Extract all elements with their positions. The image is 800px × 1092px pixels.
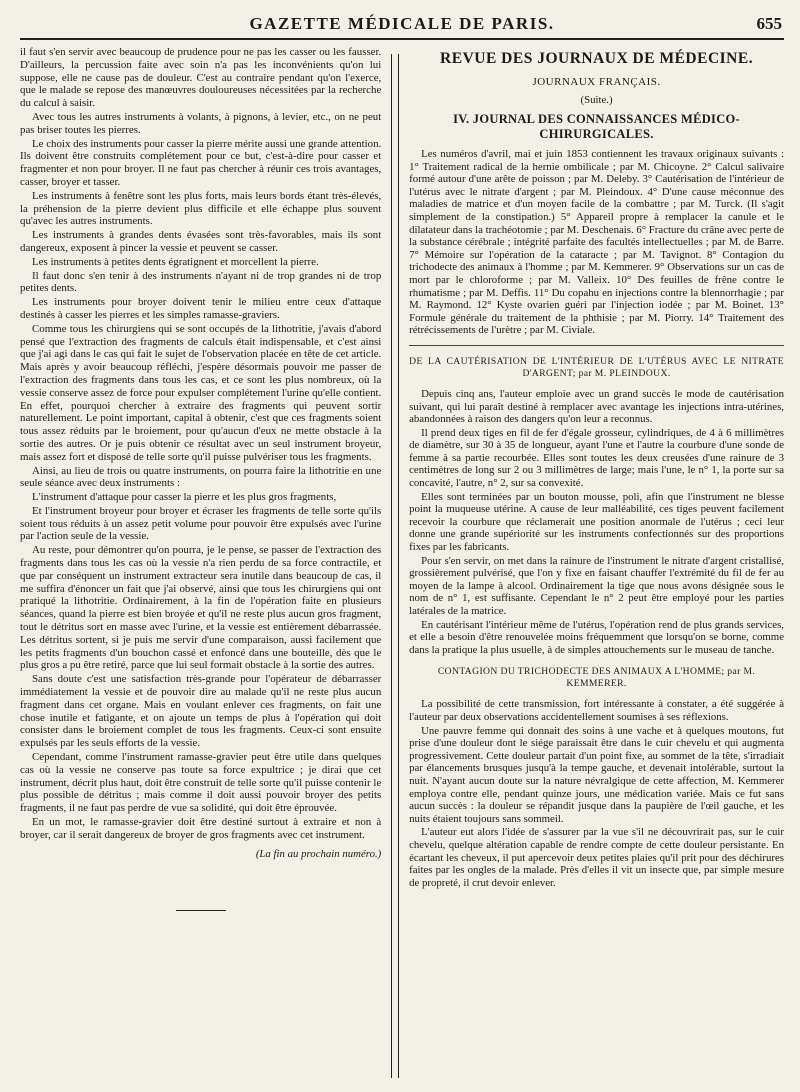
article1-heading: DE LA CAUTÉRISATION DE L'INTÉRIEUR DE L'UTÉRUS AVEC LE NITRATE D'ARGENT; par M. PLEINDOUX. — [409, 355, 784, 379]
suite-label: (Suite.) — [580, 94, 613, 106]
left-paragraph-12: Et l'instrument broyeur pour broyer et écraser les fragments de telle sorte qu'ils soient tous réduits à un assez petit volume pour pouvoir être expulsés avec l'urine par l'action seule de la vessie. — [20, 504, 382, 543]
left-paragraph-7: Il faut donc s'en tenir à des instruments n'ayant ni de trop grandes ni de trop petites dents. — [20, 269, 382, 295]
article2-paragraph-3: L'auteur eut alors l'idée de s'assurer par la vue s'il ne découvrirait pas, sur le cuir chevelu, quelque altération capable de rendre compte de cette douleur persistante. En écartant les cheveux, il put apercevoir deux petites plaies qu'il prit pour des déchirures faites par les ongles de la malade. Près d'elles il vit un insecte que, par simple mesure de propreté, il crut devoir enlever. — [409, 826, 784, 889]
article1-paragraph-3: Elles sont terminées par un bouton mousse, poli, afin que l'instrument ne blesse point la muqueuse utérine. A cause de leur malléabilité, ces tiges peuvent facilement recevoir la courbure que réclamerait une position anormale de l'utérus ; ceci leur donne une grande supériorité sur les instruments confectionnés sur des proportions fixes par les fabricants. — [409, 490, 784, 554]
end-rule — [176, 910, 226, 911]
article2-paragraph-2: Une pauvre femme qui donnait des soins à une vache et à quelques moutons, fut prise d'une douleur dont le siége paraissait être dans le cuir chevelu et qui augmenta progressivement. Cette douleur partait d'un point fixe, au sommet de la tête, s'irradiait par élancements brusques jusqu'à la tempe gauche, et devenait intolérable, surtout la nuit. N'ayant aucun doute sur la nature névralgique de cette affection, M. Kemmerer employa contre elle, pendant quinze jours, une médication variée. Mais ce fut sans aucun succès : la douleur se répandit jusque dans la paupière de l'œil gauche, et les nuits étaient toujours sans sommeil. — [409, 724, 784, 825]
review-title: REVUE DES JOURNAUX DE MÉDECINE. — [440, 50, 754, 67]
left-paragraph-4: Les instruments à fenêtre sont les plus forts, mais leurs bords étant très-élevés, la préhension de la pierre devient plus difficile et elle échappe plus souvent qu'avec les autres instruments. — [20, 189, 382, 228]
left-paragraph-10: Ainsi, au lieu de trois ou quatre instruments, on pourra faire la lithotritie en une seule séance avec deux instruments : — [20, 464, 382, 490]
article1-paragraph-1: Depuis cinq ans, l'auteur emploie avec un grand succès le mode de cautérisation suivant, qui lui paraît destiné à remplacer avec avantage les injections intra-utérines, abandonnées à raison des dangers qu'on leur a reconnus. — [409, 387, 784, 426]
left-paragraph-16: En un mot, le ramasse-gravier doit être destiné surtout à extraire et non à broyer, car il serait dangereux de broyer de gros fragments avec cet instrument. — [20, 816, 382, 841]
article1-paragraph-2: Il prend deux tiges en fil de fer d'égale grosseur, cylindriques, de 4 à 6 millimètres de diamètre, sur 30 à 35 de longueur, ayant l'une et l'autre la courbure d'une sonde de femme à sa partie recourbée. Elles sont toutes les deux creusées d'une rainure de 3 centimètres de long sur 2 ou 3 millimètres de large; mais l'une, le n° 1, la porte sur sa concavité, l'autre, n° 2, sur sa convexité. — [409, 426, 784, 490]
left-paragraph-1: il faut s'en servir avec beaucoup de prudence pour ne pas les casser ou les fausser. D'ailleurs, la percussion faite avec soin n'a pas les inconvénients qu'on lui suppose, elle ne cause pas de douleur. C'est au contraire pendant qu'on l'exerce, que le malade se repose des manœuvres douloureuses nécessitées par la recherche du calcul à saisir. — [20, 46, 382, 110]
columns — [20, 46, 784, 1086]
left-paragraph-2: Avec tous les autres instruments à volants, à pignons, à levier, etc., on ne peut pas briser toutes les pierres. — [20, 110, 382, 136]
section-title: IV. JOURNAL DES CONNAISSANCES MÉDICO-CHIRURGICALES. — [453, 112, 741, 141]
left-paragraph-14: Sans doute c'est une satisfaction très-grande pour l'opérateur de débarrasser immédiatement la vessie et de pouvoir dire au malade qu'il ne reste plus aucun fragment dans cet organe. Mais en voulant enlever ces fragments, on fait une chose inutile et fatigante, et on ajoute un temps de plus à l'opération qui doit consister dans le broiement complet de tous les fragments. Ceux-ci sont ensuite expulsés par les seuls efforts de la vessie. — [20, 673, 382, 750]
left-paragraph-3: Le choix des instruments pour casser la pierre mérite aussi une grande attention. Ils doivent être construits complétement pour ce but, c'est-à-dire pour casser et fragmenter et non pour broyer. Il ne faut pas chercher à réunir ces trois avantages, casser, broyer et tasser. — [20, 137, 382, 188]
journal-title: GAZETTE MÉDICALE DE PARIS. — [249, 14, 555, 33]
left-column — [20, 46, 391, 1086]
page-header — [20, 12, 784, 40]
left-paragraph-13: Au reste, pour démontrer qu'on pourra, je le pense, se passer de l'extraction des fragments dans tous les cas où la vessie n'a rien perdu de sa force contractile, et que par conséquent un instrument extracteur sera inutile dans beaucoup de cas, il me suffira d'énoncer un fait que j'ai observé, ainsi que tous les chirurgiens qui ont pratiqué la lithotritie. Ordinairement, à la fin de l'opération faite en plusieurs séances, quand la pierre est bien broyée et qu'il ne reste plus aucun gros fragment, tout le détritus sort en masse avec l'urine, et la vessie est entièrement débarrassée. Les détritus sortent, si je puis me servir d'une comparaison, aussi facilement que les petits fragments d'un bouchon cassé et enfoncé dans une bouteille, dès que le plus gros a pu être retiré, parce que lui seul formait obstacle à la sortie des autres. — [20, 544, 382, 672]
page-number: 655 — [756, 14, 782, 33]
left-paragraph-8: Les instruments pour broyer doivent tenir le milieu entre ceux d'attaque destinés à casser les pierres et les simples ramasse-graviers. — [20, 296, 382, 321]
article1-paragraph-4: Pour s'en servir, on met dans la rainure de l'instrument le nitrate d'argent cristallisé, grossièrement pulvérisé, que l'on y fixe en faisant chauffer l'extrémité du fil de fer au moyen de la lampe à alcool. Ordinairement la tige que nous avons désignée sous le nom de n° 1, est suffisante. Cependant le n° 2 peut être employé pour les parties latérales de la matrice. — [409, 554, 784, 617]
left-paragraph-11: L'instrument d'attaque pour casser la pierre et les plus gros fragments, — [32, 491, 337, 504]
intro-paragraph: Les numéros d'avril, mai et juin 1853 contiennent les travaux originaux suivants : 1° Traitement radical de la hernie ombilicale ; par M. Chicoyne. 2° Calcul salivaire formé autour d'une arête de poisson ; par M. Deleby. 3° Cautérisation de l'intérieur de l'utérus avec le nitrate d'argent ; par M. Pleindoux. 4° D'une cause méconnue des maladies de matrice et d'un moyen facile de la combattre ; par M. Turck. (Il s'agit simplement de la constipation.) 5° Appareil propre à remplacer la canule et le dilatateur dans la trachéotomie ; par M. Deschenais. 6° Fracture du crâne avec perte de la substance cérébrale ; intégrité parfaite des facultés intellectuelles ; par M. de Barre. 7° Mémoire sur l'opération de la cataracte ; par M. Tavignot. 8° Contagion du trichodecte des animaux à l'homme ; par M. Kemmerer. 9° Observations sur un cas de mort par le chloroforme ; par M. Valleix. 10° Des feuilles de frêne contre le rhumatisme ; par M. Deffis. 11° Du copahu en injections contre la blennorrhagie ; par M. Raymond. 12° Kyste ovarien guéri par l'injection iodée ; par M. Boinet. 13° Formule générale du traitement de la phthisie ; par M. Piorry. 14° Traitement des rétrécissements de l'urètre ; par M. Civiale. — [409, 148, 784, 337]
left-paragraph-6: Les instruments à petites dents égratignent et morcellent la pierre. — [32, 255, 319, 268]
left-paragraph-5: Les instruments à grandes dents évasées sont très-favorables, mais ils sont dangereux, exposent à pincer la vessie et peuvent se casser. — [20, 229, 382, 254]
article2-paragraph-1: La possibilité de cette transmission, fort intéressante à constater, a été suggérée à l'auteur par deux observations accidentellement soumises à ses réflexions. — [409, 698, 784, 723]
left-paragraph-9: Comme tous les chirurgiens qui se sont occupés de la lithotritie, j'avais d'abord pensé que l'extraction des fragments de calculs était indispensable, et c'est ainsi que j'ai agi dans le cas qui fait le sujet de l'observation placée en tête de cet article. Mais après y avoir beaucoup réfléchi, j'espère désormais pouvoir me passer de l'extraction des fragments dans tous les cas, et ce sont les plus nombreux, où la vessie conserve assez de force pour expulser complétement l'urine qu'elle contient. En effet, pourquoi chercher à extraire des fragments qui peuvent sortir naturellement. Le point important, capital à obtenir, c'est que ces fragments soient tous assez réduits par le broiement, pour qu'aucun d'eux ne mette obstacle à la sortie des autres. Or je puis obtenir ce résultat avec un seul instrument broyeur, mais assez fort et disposé de telle sorte qu'il puisse pulvériser tous les fragments. — [20, 322, 382, 463]
article1-paragraph-5: En cautérisant l'intérieur même de l'utérus, l'opération rend de plus grands services, et elle a besoin d'être renouvelée moins fréquemment que lorsqu'on se borne, comme dans la pratique la plus usuelle, à de simples attouchements sur le museau de tanche. — [409, 618, 784, 656]
column-divider — [391, 54, 399, 1078]
review-subtitle: JOURNAUX FRANÇAIS. — [532, 76, 661, 88]
right-column — [399, 46, 784, 1086]
continuation-note: (La fin au prochain numéro.) — [255, 847, 382, 860]
article2-heading: CONTAGION DU TRICHODECTE DES ANIMAUX A L'HOMME; par M. KEMMERER. — [437, 666, 756, 690]
left-paragraph-15: Cependant, comme l'instrument ramasse-gravier peut être utile dans quelques cas où la vessie ne conserve pas toute sa force expultrice ; je dirai que cet instrument, décrit plus haut, doit être construit de telle sorte qu'il puisse contenir le plus possible de détritus ; mais comme il doit aussi pouvoir broyer des petits fragments, il ne faut pas perdre de vue sa solidité, qui doit être éprouvée. — [20, 751, 382, 815]
article-separator — [409, 345, 784, 346]
